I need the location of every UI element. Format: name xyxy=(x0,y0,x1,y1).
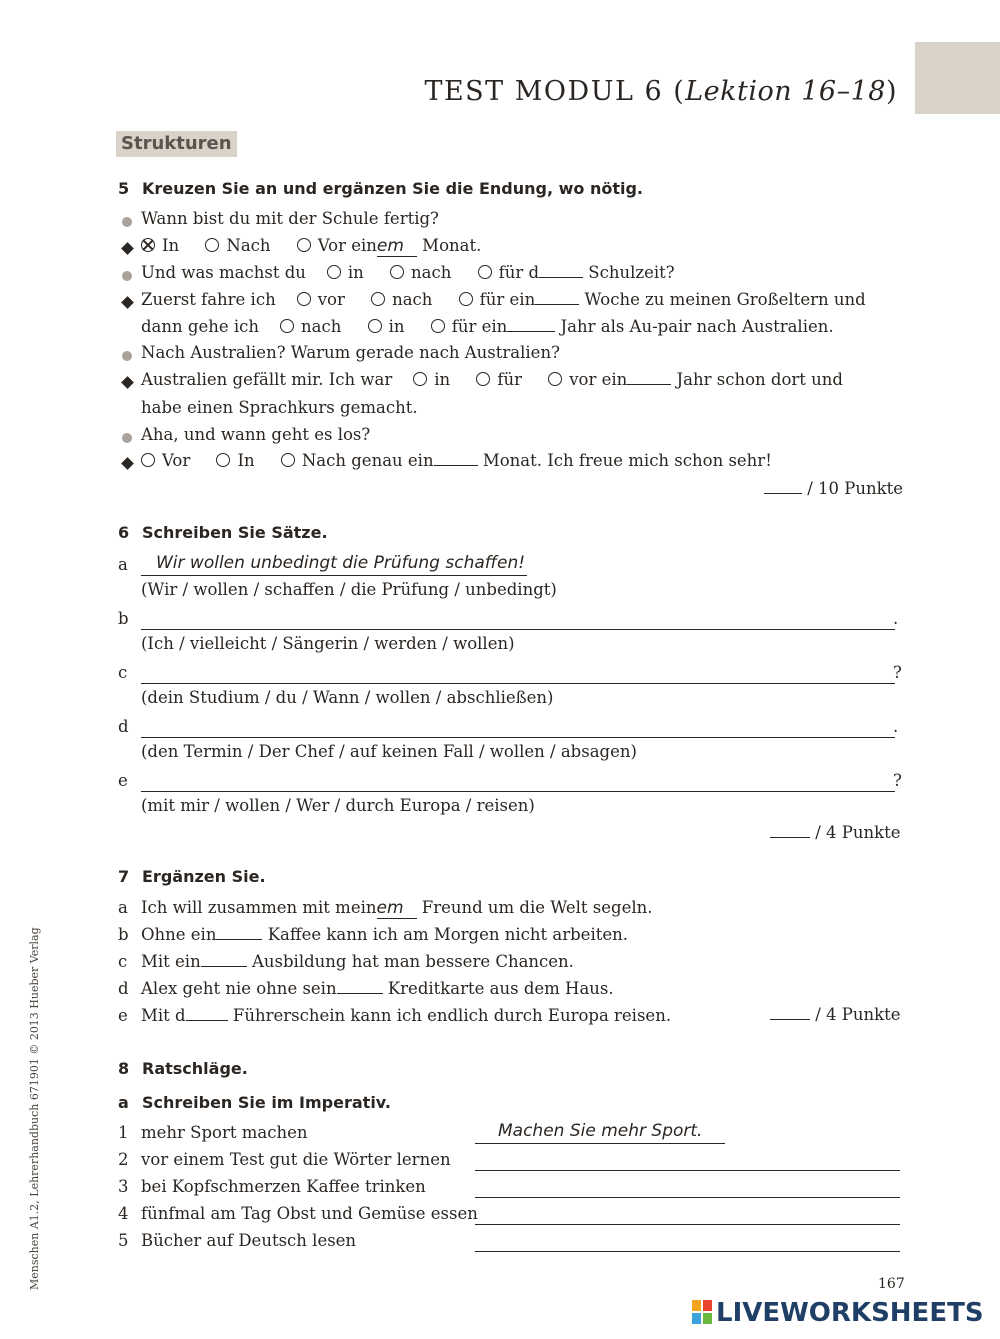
task8-item-text: Bücher auf Deutsch lesen xyxy=(141,1231,357,1250)
task8-item-text: fünfmal am Tag Obst und Gemüse essen xyxy=(141,1204,478,1223)
task6-item-letter: e xyxy=(118,771,128,790)
radio-vor[interactable] xyxy=(141,453,155,467)
radio-nach[interactable] xyxy=(281,453,295,467)
task8-item-number: 2 xyxy=(118,1150,129,1169)
task8-subheading: a Schreiben Sie im Imperativ. xyxy=(118,1093,391,1112)
task7-points: / 4 Punkte xyxy=(770,1005,901,1024)
page-title: TEST MODUL 6 (Lektion 16–18) xyxy=(424,76,898,107)
task7-sentence-start: Mit d xyxy=(141,1006,186,1025)
task8-heading: 8 Ratschläge. xyxy=(118,1059,248,1078)
task7-ending-gap[interactable] xyxy=(186,1020,228,1021)
task7-item-letter: b xyxy=(118,925,129,944)
task7-item-letter: a xyxy=(118,898,128,917)
task6-item-letter: c xyxy=(118,663,128,682)
task6-word-hint: (dein Studium / du / Wann / wollen / abschließen) xyxy=(141,688,554,707)
task7-sentence-start: Ohne ein xyxy=(141,925,217,944)
score-gap[interactable] xyxy=(764,493,802,494)
task6-handwritten-answer: Wir wollen unbedingt die Prüfung schaffen! xyxy=(156,553,526,573)
task5-heading: 5 Kreuzen Sie an und ergänzen Sie die Endung, wo nötig. xyxy=(118,179,643,198)
task8-answer-line[interactable] xyxy=(475,1224,900,1225)
dialog-line-3: Und was machst du in nach für d Schulzeit? xyxy=(141,263,675,282)
page-number: 167 xyxy=(878,1276,905,1292)
task7-sentence-start: Ich will zusammen mit mein xyxy=(141,898,377,917)
task8-handwritten-answer: Machen Sie mehr Sport. xyxy=(498,1121,703,1141)
task6-item-letter: b xyxy=(118,609,129,628)
task6-end-punctuation: . xyxy=(893,609,899,628)
dialog-line-6: Nach Australien? Warum gerade nach Australien? xyxy=(141,343,560,362)
task6-points: / 4 Punkte xyxy=(770,823,901,842)
task7-ending-gap[interactable] xyxy=(201,966,247,967)
speaker-a-bullet xyxy=(120,266,134,285)
task7-sentence-start: Alex geht nie ohne sein xyxy=(141,979,337,998)
section-label: Strukturen xyxy=(116,131,237,157)
radio-in[interactable] xyxy=(216,453,230,467)
task6-answer-line[interactable] xyxy=(141,575,527,576)
task7-sentence xyxy=(141,952,574,971)
task7-sentence-end: Ausbildung hat man bessere Chancen. xyxy=(251,952,574,971)
radio-in[interactable] xyxy=(368,319,382,333)
ending-gap[interactable] xyxy=(434,465,478,466)
dialog-line-8: habe einen Sprachkurs gemacht. xyxy=(141,398,418,417)
task7-sentence-end: Freund um die Welt segeln. xyxy=(421,898,653,917)
task6-item-letter: d xyxy=(118,717,129,736)
task7-heading: 7 Ergänzen Sie. xyxy=(118,867,266,886)
task8-item-text: vor einem Test gut die Wörter lernen xyxy=(141,1150,451,1169)
radio-fuer[interactable] xyxy=(459,292,473,306)
speaker-b-bullet xyxy=(120,372,134,391)
ending-gap[interactable] xyxy=(627,384,671,385)
dialog-line-5: dann gehe ich nach in für ein Jahr als Au-pair nach Australien. xyxy=(141,317,834,336)
checked-radio-in[interactable] xyxy=(141,238,155,252)
radio-nach[interactable] xyxy=(280,319,294,333)
copyright-side-text: Menschen A1.2, Lehrerhandbuch 671901 © 2013 Hueber Verlag xyxy=(28,927,41,1290)
radio-vor[interactable] xyxy=(297,292,311,306)
task6-answer-line[interactable] xyxy=(141,791,895,792)
task6-heading: 6 Schreiben Sie Sätze. xyxy=(118,523,328,542)
task6-answer-line[interactable] xyxy=(141,737,895,738)
task6-answer-line[interactable] xyxy=(141,683,895,684)
radio-in[interactable] xyxy=(413,372,427,386)
speaker-a-bullet xyxy=(120,428,134,447)
task8-item-text: mehr Sport machen xyxy=(141,1123,308,1142)
dialog-line-7: Australien gefällt mir. Ich war in für vor ein Jahr schon dort und xyxy=(141,370,843,389)
radio-nach[interactable] xyxy=(371,292,385,306)
task5-points: / 10 Punkte xyxy=(764,479,903,498)
task8-item-text: bei Kopfschmerzen Kaffee trinken xyxy=(141,1177,426,1196)
task7-sentence-end: Kaffee kann ich am Morgen nicht arbeiten. xyxy=(267,925,628,944)
dialog-line-2: In Nach Vor einem Monat. xyxy=(141,236,481,257)
task6-end-punctuation: ? xyxy=(893,663,902,682)
radio-nach[interactable] xyxy=(205,238,219,252)
task7-sentence xyxy=(141,979,614,998)
radio-vor[interactable] xyxy=(297,238,311,252)
radio-fuer[interactable] xyxy=(478,265,492,279)
ending-gap[interactable] xyxy=(535,304,579,305)
task6-word-hint: (den Termin / Der Chef / auf keinen Fall / wollen / absagen) xyxy=(141,742,637,761)
radio-fuer[interactable] xyxy=(431,319,445,333)
ending-gap[interactable]: em xyxy=(377,236,417,257)
radio-vor[interactable] xyxy=(548,372,562,386)
task8-answer-line[interactable] xyxy=(475,1197,900,1198)
radio-nach[interactable] xyxy=(390,265,404,279)
task7-sentence-end: Führerschein kann ich endlich durch Europa reisen. xyxy=(232,1006,672,1025)
task7-sentence-end: Kreditkarte aus dem Haus. xyxy=(387,979,614,998)
task8-answer-line[interactable] xyxy=(475,1170,900,1171)
liveworksheets-logo-icon xyxy=(692,1300,712,1324)
task7-sentence-start: Mit ein xyxy=(141,952,201,971)
task7-sentence xyxy=(141,1006,671,1025)
task6-item-letter: a xyxy=(118,555,128,574)
task7-sentence xyxy=(141,925,628,944)
task6-end-punctuation: ? xyxy=(893,771,902,790)
score-gap[interactable] xyxy=(770,837,810,838)
corner-tab xyxy=(915,42,1000,114)
dialog-line-1: Wann bist du mit der Schule fertig? xyxy=(141,209,439,228)
task8-item-number: 1 xyxy=(118,1123,129,1142)
speaker-b-bullet xyxy=(120,453,134,472)
speaker-a-bullet xyxy=(120,212,134,231)
liveworksheets-logo[interactable]: LIVEWORKSHEETS xyxy=(692,1298,984,1328)
task8-item-number: 3 xyxy=(118,1177,129,1196)
task6-word-hint: (Ich / vielleicht / Sängerin / werden / wollen) xyxy=(141,634,515,653)
score-gap[interactable] xyxy=(770,1019,810,1020)
task7-item-letter: e xyxy=(118,1006,128,1025)
radio-in[interactable] xyxy=(327,265,341,279)
task7-item-letter: c xyxy=(118,952,128,971)
task7-item-letter: d xyxy=(118,979,129,998)
task7-ending-gap[interactable] xyxy=(216,939,262,940)
task6-word-hint: (mit mir / wollen / Wer / durch Europa / reisen) xyxy=(141,796,535,815)
speaker-b-bullet xyxy=(120,238,134,257)
speaker-a-bullet xyxy=(120,346,134,365)
speaker-b-bullet xyxy=(120,292,134,311)
radio-fuer[interactable] xyxy=(476,372,490,386)
ending-gap[interactable] xyxy=(539,277,583,278)
task6-answer-line[interactable] xyxy=(141,629,895,630)
dialog-line-9: Aha, und wann geht es los? xyxy=(141,425,371,444)
dialog-line-4: Zuerst fahre ich vor nach für ein Woche zu meinen Großeltern und xyxy=(141,290,866,309)
task7-ending-gap[interactable]: em xyxy=(377,898,417,919)
task8-answer-line[interactable] xyxy=(475,1143,725,1144)
task8-answer-line[interactable] xyxy=(475,1251,900,1252)
task7-sentence xyxy=(141,898,653,919)
task8-item-number: 4 xyxy=(118,1204,129,1223)
task8-item-number: 5 xyxy=(118,1231,129,1250)
ending-gap[interactable] xyxy=(507,331,555,332)
task6-end-punctuation: . xyxy=(893,717,899,736)
task6-word-hint: (Wir / wollen / schaffen / die Prüfung / unbedingt) xyxy=(141,580,557,599)
task7-ending-gap[interactable] xyxy=(337,993,383,994)
dialog-line-10: Vor In Nach genau ein Monat. Ich freue mich schon sehr! xyxy=(141,451,772,470)
